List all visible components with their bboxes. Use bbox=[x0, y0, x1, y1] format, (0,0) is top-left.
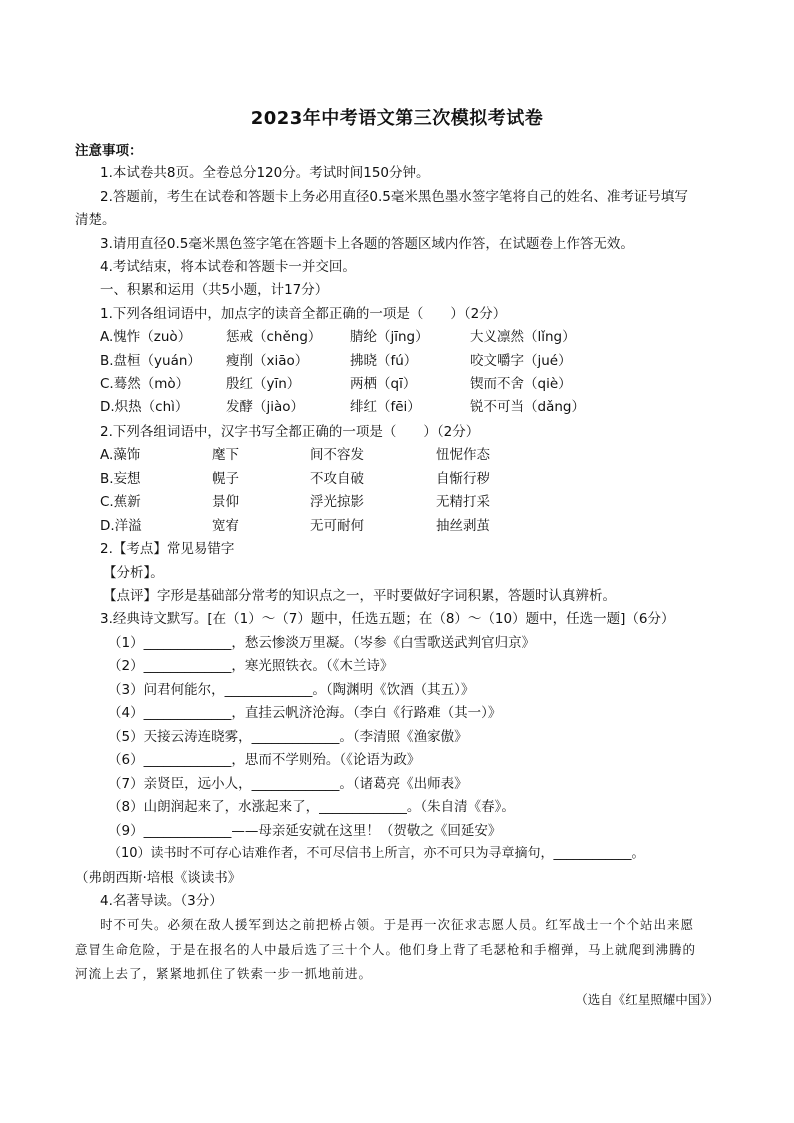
question-stem: 1.下列各组词语中，加点字的读音全都正确的一项是（ ）（2分） bbox=[100, 306, 507, 322]
dictation-item: （8）山朗润起来了，水涨起来了，_____________。（朱自清《春》。 bbox=[108, 799, 515, 815]
q1-option-word: 绯红（fēi） bbox=[350, 399, 421, 415]
reading-passage: 时不可失。必须在敌人援军到达之前把桥占领。于是再一次征求志愿人员。红军战士一个个站出来愿 bbox=[100, 917, 695, 932]
q1-option: B.盘桓（yuán） bbox=[100, 353, 201, 369]
q2-option-word: 麾下 bbox=[212, 447, 239, 463]
q1-option-word: 锲而不舍（qiè） bbox=[470, 376, 572, 392]
notice-item: 2.答题前，考生在试卷和答题卡上务必用直径0.5毫米黑色墨水签字笔将自己的姓名、准考证号填写 bbox=[100, 189, 688, 205]
q1-option-word: 两栖（qī） bbox=[350, 376, 417, 392]
dictation-item: （3）问君何能尔，_____________。（陶渊明《饮酒（其五）》 bbox=[108, 682, 475, 698]
dictation-item: （5）天接云涛连晓雾，_____________。（李清照《渔家傲》 bbox=[108, 729, 468, 745]
notice-item: 4.考试结束，将本试卷和答题卡一并交回。 bbox=[100, 259, 356, 275]
q2-option-word: 不攻自破 bbox=[310, 471, 364, 487]
dictation-item: （1）_____________，愁云惨淡万里凝。（岑参《白雪歌送武判官归京》 bbox=[108, 635, 536, 651]
q2-option: A.藻饰 bbox=[100, 447, 141, 463]
dictation-item: （9）_____________——母亲延安就在这里！（贺敬之《回延安》 bbox=[108, 823, 502, 839]
q1-option-word: 发酵（jiào） bbox=[226, 399, 305, 415]
q1-option-word: 锐不可当（dǎng） bbox=[470, 399, 585, 415]
question-stem: 3.经典诗文默写。[在（1）～（7）题中，任选五题；在（8）～（10）题中，任选一题]（6分） bbox=[100, 611, 675, 627]
dictation-item: （10）读书时不可存心诘难作者，不可尽信书上所言，亦不可只为寻章摘句，____________。 bbox=[108, 846, 645, 861]
reading-passage: 意冒生命危险，于是在报名的人中最后选了三十个人。他们身上背了毛瑟枪和手榴弹，马上就爬到沸腾的 bbox=[75, 942, 697, 957]
dictation-item: （2）_____________，寒光照铁衣。（《木兰诗》 bbox=[108, 658, 394, 674]
q2-option: D.洋溢 bbox=[100, 518, 142, 534]
q2-option-word: 无可耐何 bbox=[310, 518, 364, 534]
q1-option-word: 瘦削（xiāo） bbox=[226, 353, 309, 369]
q2-option-word: 抽丝剥茧 bbox=[436, 518, 490, 534]
analysis-dianping: 【点评】字形是基础部分常考的知识点之一，平时要做好字词积累，答题时认真辨析。 bbox=[103, 588, 616, 604]
q1-option: D.炽热（chì） bbox=[100, 399, 189, 415]
question-stem: 4.名著导读。（3分） bbox=[100, 893, 223, 909]
q2-option-word: 自惭行秽 bbox=[436, 471, 490, 487]
notice-item: 1.本试卷共8页。全卷总分120分。考试时间150分钟。 bbox=[100, 165, 430, 181]
analysis-kaodian: 2.【考点】常见易错字 bbox=[100, 541, 235, 557]
q1-option: A.愧怍（zuò） bbox=[100, 329, 192, 345]
notice-heading: 注意事项： bbox=[75, 143, 143, 159]
reading-passage: 河流上去了，紧紧地抓住了铁索一步一抓地前进。 bbox=[75, 966, 373, 981]
q1-option-word: 殷红（yīn） bbox=[226, 376, 301, 392]
q2-option-word: 浮光掠影 bbox=[310, 494, 364, 510]
dictation-item: （7）亲贤臣，远小人，_____________。（诸葛亮《出师表》 bbox=[108, 776, 468, 792]
q2-option-word: 间不容发 bbox=[310, 447, 364, 463]
q2-option-word: 景仰 bbox=[212, 494, 239, 510]
q2-option-word: 幌子 bbox=[212, 471, 239, 487]
passage-source: （选自《红星照耀中国》） bbox=[575, 992, 719, 1007]
q1-option: C.蓦然（mò） bbox=[100, 376, 190, 392]
notice-item: 3.请用直径0.5毫米黑色签字笔在答题卡上各题的答题区域内作答，在试题卷上作答无效。 bbox=[100, 236, 634, 252]
q2-option-word: 忸怩作态 bbox=[436, 447, 490, 463]
q2-option-word: 宽宥 bbox=[212, 518, 239, 534]
q1-option-word: 惩戒（chěng） bbox=[226, 329, 322, 345]
question-stem: 2.下列各组词语中，汉字书写全都正确的一项是（ ）（2分） bbox=[100, 424, 480, 440]
q1-option-word: 拂晓（fú） bbox=[350, 353, 418, 369]
dictation-item: （6）_____________，思而不学则殆。（《论语为政》 bbox=[108, 752, 421, 768]
notice-item: 清楚。 bbox=[75, 212, 116, 228]
q1-option-word: 大义凛然（lǐng） bbox=[470, 329, 576, 345]
q2-option-word: 无精打采 bbox=[436, 494, 490, 510]
q1-option-word: 腈纶（jīng） bbox=[350, 329, 429, 345]
analysis-fenxi: 【分析】。 bbox=[103, 565, 164, 581]
dictation-item: （4）_____________，直挂云帆济沧海。（李白《行路难（其一）》 bbox=[108, 705, 502, 721]
dictation-source: （弗朗西斯·培根《谈读书》 bbox=[75, 870, 242, 886]
q2-option: C.蕉新 bbox=[100, 494, 141, 510]
q2-option: B.妄想 bbox=[100, 471, 141, 487]
section-heading: 一、积累和运用（共5小题，计17分） bbox=[100, 282, 329, 298]
page-title: 2023年中考语文第三次模拟考试卷 bbox=[250, 108, 544, 129]
q1-option-word: 咬文嚼字（jué） bbox=[470, 353, 572, 369]
